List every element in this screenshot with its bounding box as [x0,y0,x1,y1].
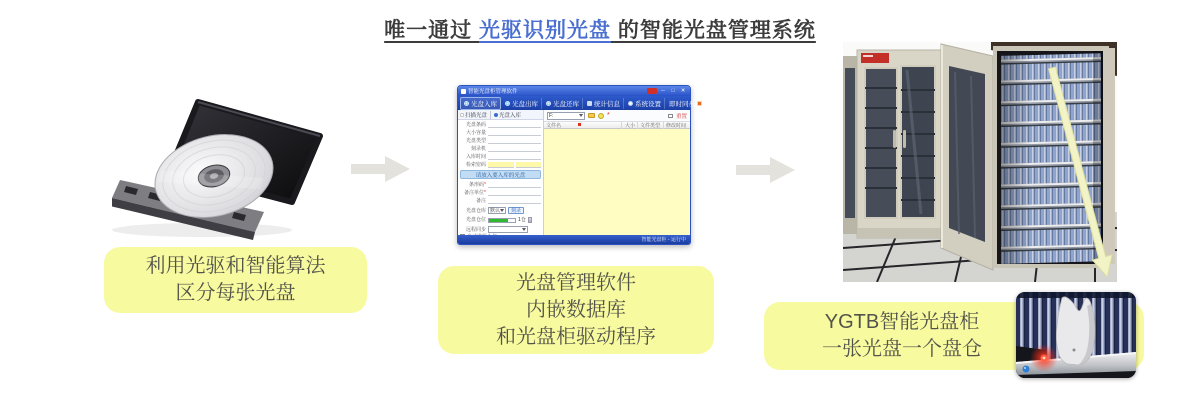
toolbar-settings-button[interactable] [625,98,665,109]
caption-line: 一张光盘一个盘仓 [822,338,982,360]
down-right-arrow-icon [1049,67,1112,277]
right-arrow-icon [351,156,410,182]
scan-disc-button[interactable]: 请放入要入库的光盘 [460,170,541,179]
form-row [460,144,541,152]
tab-disc-checkin[interactable] [490,111,521,119]
caption-software [438,266,714,354]
toolbar-disc-return-button[interactable] [543,98,583,109]
file-table-header [544,121,690,129]
column-filetype[interactable]: 文件类型 [638,122,664,129]
text-input[interactable] [488,130,541,136]
tab-label: 扫描光盘 [465,112,488,119]
required-mark: * [484,182,486,188]
field-label: 光盘类型 [465,138,486,144]
toolbar-label: 光盘还库 [553,100,579,108]
form-row [460,180,541,188]
flow-arrow-1 [349,153,413,185]
highlighted-input[interactable] [516,162,542,168]
toolbar-label: 光盘出库 [512,100,538,108]
optical-drive-illustration [112,92,342,242]
text-input[interactable] [488,182,541,188]
caption-line: 利用光驱和智能算法 [145,255,326,277]
optical-drive-photo [112,92,342,242]
gear-icon [628,101,633,106]
caption-line: YGTB智能光盘柜 [824,311,980,333]
disc-out-icon [505,101,510,106]
field-label: 大小容量 [465,130,486,136]
caption-line: 区分每张光盘 [175,282,296,304]
text-input[interactable] [488,190,541,196]
text-input[interactable] [488,146,541,152]
form-row [460,152,541,160]
disc-slot-closeup-photo [1016,292,1136,378]
minimize-button[interactable]: ─ [661,88,665,94]
statistics-icon [587,101,592,106]
form-row [460,196,541,204]
sync-select[interactable] [488,226,528,233]
toolbar-label: 即时同步 [669,100,695,108]
text-input[interactable] [488,198,541,204]
folder-icon[interactable] [588,113,595,118]
field-label: 光盘仓位 [465,217,486,223]
disc-dot-icon [494,113,498,117]
tab-label: 光盘入库 [499,112,522,119]
stepper-control[interactable] [528,217,532,223]
tab-scan-disc[interactable] [460,111,487,119]
field-label: 远程同步 [465,226,486,233]
toolbar-sync-button[interactable] [666,98,705,109]
entry-form-panel [458,110,544,235]
chevron-down-icon [522,228,526,231]
chevron-down-icon [579,114,583,117]
title-highlight: 光驱识别光盘 [479,19,611,42]
required-mark: * [607,112,610,119]
field-label: 入库时间 [465,154,486,160]
field-label: 光盘仓库 [465,207,486,214]
field-label: 备注 [475,198,486,204]
file-list-area[interactable] [544,129,690,235]
slot-row [460,214,541,224]
toolbar-disc-checkin-button[interactable] [460,97,501,110]
title-suffix: 的智能光盘管理系统 [611,19,816,42]
status-text: 智能光盘柜 - 运行中 [641,237,686,243]
open-cabinet-door[interactable] [941,44,993,270]
column-filename[interactable]: 文件名 [544,122,622,129]
file-list-toolbar [544,110,690,121]
toolbar-disc-checkout-button[interactable] [502,98,542,109]
window-title: 智能光盘柜管理软件 [468,89,518,95]
flow-arrow-2 [734,154,798,186]
status-bar [458,235,690,244]
disc-slot-closeup-illustration [1016,292,1136,378]
sync-icon [697,101,702,106]
blue-led [1023,366,1030,373]
toolbar-statistics-button[interactable] [584,98,624,109]
text-input[interactable] [488,122,541,128]
field-label: 条形码* [469,182,486,188]
closed-cabinet [857,50,941,238]
drive-select[interactable]: F: [547,112,585,120]
reset-label[interactable]: 重置 [675,113,687,120]
magnifier-icon [460,113,464,117]
field-label: 刻录机 [470,146,486,152]
app-icon [461,89,466,94]
required-mark: * [484,190,486,196]
maximize-button[interactable]: □ [671,88,675,94]
form-row [460,136,541,144]
caption-line: 内嵌数据库 [526,298,626,321]
disc-management-software-window [457,85,695,245]
right-arrow-icon [736,157,795,183]
window-titlebar [458,86,690,96]
disc-in-icon [464,101,469,106]
toolbar-label: 光盘入库 [471,100,497,108]
close-button[interactable]: ✕ [680,88,686,94]
page-title [0,14,1200,44]
form-row [460,160,541,168]
chevron-down-icon [500,209,504,212]
red-marker [578,123,581,126]
form-row [460,128,541,136]
disc-icon[interactable] [598,113,604,119]
form-row [460,120,541,128]
title-prefix: 唯一通过 [384,19,479,42]
toolbar [458,96,695,110]
alert-badge [647,88,657,94]
field-label: 检索密码 [465,162,486,168]
window-body [458,110,690,235]
toolbar-label: 统计信息 [594,100,620,108]
highlighted-input[interactable] [488,162,514,168]
sync-row [460,223,541,233]
slot-value: 1仓 [518,217,526,223]
toolbar-label: 系统设置 [635,100,661,108]
zoom-callout-arrow [1032,60,1142,295]
form-row [460,188,541,196]
warehouse-row [460,204,541,214]
tab-strip [458,110,543,120]
column-modified[interactable]: 修改时间 [666,122,687,129]
column-size[interactable]: 大小 [622,122,638,129]
slot-capacity-bar [488,218,516,223]
field-label: 光盘条码 [465,122,486,128]
caption-line: 和光盘柜驱动程序 [496,325,656,348]
file-list-panel [544,110,690,235]
caption-line: 光盘管理软件 [516,271,636,294]
disc-return-icon [546,101,551,106]
field-label: 备注单位* [464,190,486,196]
warehouse-select[interactable]: 默认 [488,207,506,214]
reset-checkbox[interactable] [668,114,673,118]
text-input[interactable] [488,154,541,160]
burn-button[interactable]: 刻录 [508,207,524,214]
caption-drive [104,247,367,313]
text-input[interactable] [488,138,541,144]
